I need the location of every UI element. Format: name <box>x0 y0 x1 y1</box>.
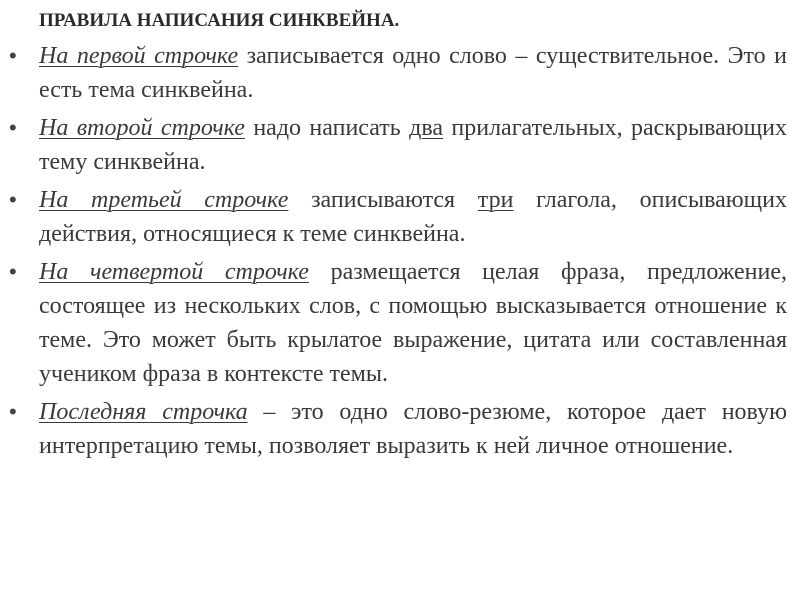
rule-word-count: три <box>477 187 514 213</box>
rule-text: надо написать <box>244 115 410 141</box>
rule-lead: На третьей строчке <box>39 187 289 213</box>
rule-text: записываются <box>288 187 478 213</box>
rule-lead: На четвертой строчке <box>39 259 309 285</box>
page-title: ПРАВИЛА НАПИСАНИЯ СИНКВЕЙНА. <box>39 10 400 31</box>
rule-item-last-line <box>39 395 787 463</box>
rule-item-third-line <box>39 183 787 251</box>
rules-list <box>39 39 787 467</box>
rule-text: размещается целая фраза, предложение, состоящее из нескольких слов, с помощью высказывается отношение к теме. Это может быть крылатое выражение, цитата или составленная учеником фраза в контексте темы. <box>39 259 787 387</box>
rule-text: – это одно слово-резюме, которое дает новую интерпретацию темы, позволяет выразить к ней личное отношение. <box>39 399 787 459</box>
rule-item-second-line <box>39 111 787 179</box>
rule-item-fourth-line <box>39 255 787 391</box>
rule-item-first-line <box>39 39 787 107</box>
rule-text: глагола, описывающих действия, относящиеся к теме синквейна. <box>39 187 787 247</box>
rule-lead: Последняя строчка <box>39 399 248 425</box>
rule-lead: На первой строчке <box>39 43 239 69</box>
rule-word-count: два <box>409 115 443 141</box>
rule-lead: На второй строчке <box>39 115 245 141</box>
rule-text: прилагательных, раскрывающих тему синквейна. <box>39 115 788 175</box>
rule-text: записывается одно слово – существительное. Это и есть тема синквейна. <box>39 43 788 103</box>
